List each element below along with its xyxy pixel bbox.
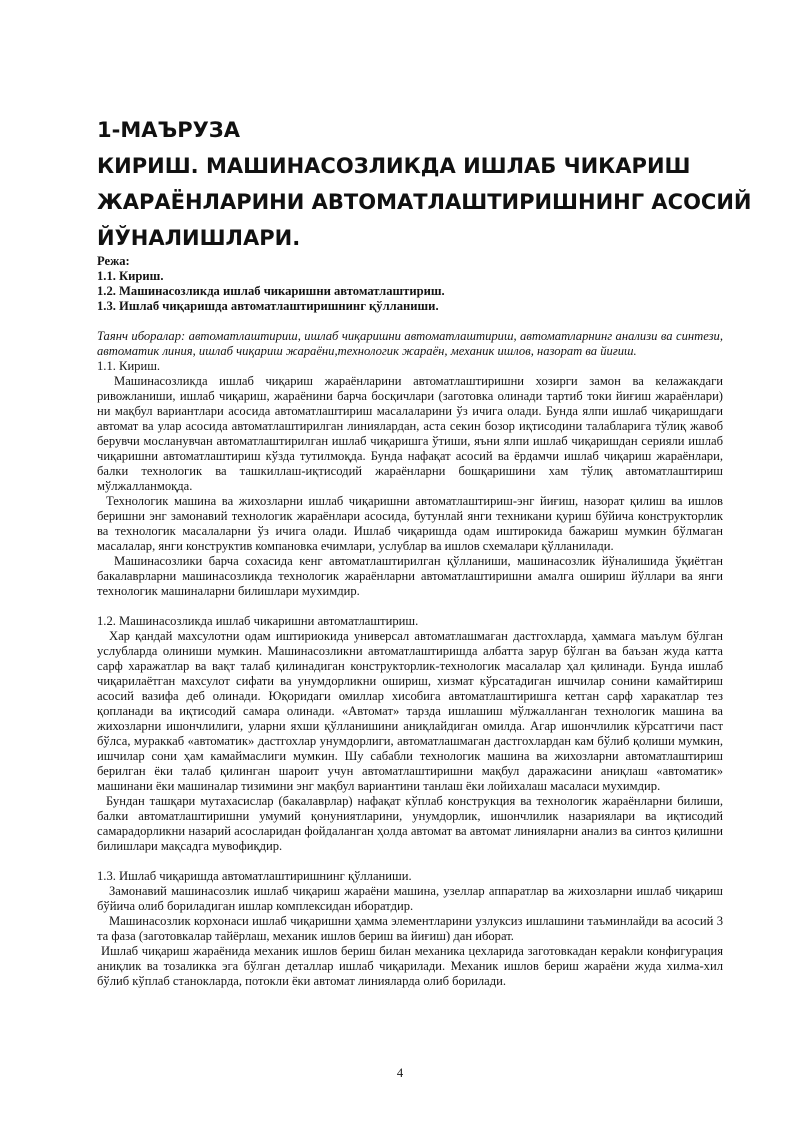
section-2-paragraph: Хар қандай махсулотни одам иштириокида универсал автоматлашмаган дастгохларда, ҳаммага маълум бўлган услубларда олиниши мумкин. Машинасозликни автоматлаштиришда албатта зарур бўлган ва баъзан жуда катта сарф харажатлар ва вақт талаб қилинадиган конструкторлик-технологик масалалар ҳал қилинади. Бунда ишлаб чиқарилаётган махсулот сифати ва унумдорликни ошириш, хизмат кўрсатадиган ишчилар сонини камайтириш асосий вазифа деб олинади. Юқоридаги омиллар хисобига автоматлаштиришга кетган сарф харакатлар тез қопланади ва иқтисодий самара олинади. «Автомат» тарзда ишлашиш мўлжалланган технологик машина ва жихозларни ишончлилиги, уларни яхши қўлланишини аниқлайдиган омилда. Агар ишончлилик кўрсатгичи паст бўлса, мураккаб «автоматик» дастгохлар унумдорлиги, автоматлашмаган дастгохлардан кам бўлиб қолиши мумкин, ишчилар сони ҳам камаймаслиги мумкин. Шу сабабли технологик машина ва жихозларни автоматлаштириш берилган ёки талаб қилинган шароит учун автоматлаштиришни мақбул даражасини аниқлаш «автоматик» машинани ёки машиналар тизимини энг мақбул вариантини танлаш ёки лойихалаш масаласи мухимдир. [97, 629, 723, 793]
section-spacer [97, 599, 723, 614]
lecture-number: 1-МАЪРУЗА [97, 118, 240, 142]
plan-label: Режа: [97, 254, 130, 268]
section-3-paragraph: Замонавий машинасозлик ишлаб чиқариш жараёни машина, узеллар аппаратлар ва жихозларни ишлаб чиқариш бўйича олиб бориладиган ишлар комплексидан иборатдир. [97, 884, 723, 913]
lecture-heading [97, 112, 752, 256]
keywords-paragraph: Таянч иборалар: автоматлаштириш, ишлаб чиқаришни автоматлаштириш, автоматларнинг анализи ва синтези, автоматик линия, ишлаб чиқариш жараёни,технологик жараён, механик ишлов, назорат ва йиғиш. [97, 329, 723, 358]
section-2-paragraph: Бундан ташқари мутахасислар (бакалаврлар) нафақат кўплаб конструкция ва технологик жараёнларни билиши, балки автоматлаштиришни умумий қонуниятларини, унумдорлик, ишончлилик назариялари ва иқтисодий самарадорликни назарий асосларидан фойдаланган ҳолда автомат ва автомат линияларни анализ ва синтоз қилишни билишлари мақсадга мувофиқдир. [97, 794, 723, 853]
plan-item-3: 1.3. Ишлаб чиқаришда автоматлаштиришнинг қўлланиши. [97, 299, 439, 313]
lecture-title-line-2: ЖАРАЁНЛАРИНИ АВТОМАТЛАШТИРИШНИНГ АСОСИЙ [97, 190, 752, 214]
section-1-paragraph: Машинасозликда ишлаб чиқариш жараёнларини автоматлаштиришни хозирги замон ва келажакдаги ривожланиши, ишлаб чиқариш, жараёнини барча босқичлари (заготовка олинади тартиб токи йиғиш жараёнлари) ни мақбул вариантлари асосида автоматлаштириш масалаларини ўз ичига олади. Бунда ялпи ишлаб чиқаришдаги автомат ва улар асосида автоматлаштирилган линиялардан, аста секин бозор иқтисодини талабларига тўлиқ жавоб берувчи мосланувчан автоматлаштирилган ишлаб чиқаришга ўтиши, яъни ялпи ишлаб чиқаришдан серияли ишлаб чиқаришни автоматлаштириш кўзда тутилмоқда. Бунда нафақат асосий ва ёрдамчи ишлаб чиқариш жараёнлари, балки технологик ва ташкиллаш-иқтисодий жараёнларни бошқаришини хам тўлиқ автоматлаштириш мўлжалланмоқда. [97, 374, 723, 493]
page-number: 4 [396, 1066, 404, 1080]
section-3-paragraph: Машинасозлик корхонаси ишлаб чиқаришни ҳамма элементларини узлуксиз ишлашини таъминлайди ва асосий 3 та фаза (заготовкалар тайёрлаш, механик ишлов бериш ва йиғиш) дан иборат. [97, 914, 723, 943]
lecture-plan [97, 254, 723, 314]
lecture-title-line-3: ЙЎНАЛИШЛАРИ. [97, 226, 301, 250]
section-3-title: 1.3. Ишлаб чиқаришда автоматлаштиришнинг қўлланиши. [97, 869, 412, 883]
section-1-paragraph: Технологик машина ва жихозларни ишлаб чиқаришни автоматлаштириш-энг йиғиш, назорат қилиш ва ишлов беришни энг замонавий технологик жараёнлари асосида, бутунлай янги техникани қуриш бўйича конструкторлик ва технологик масалаларни ўз ичига олади. Ишлаб чиқаришда одам иштирокида бажариш мумкин бўлмаган масалалар, янги конструктив компановка ечимлари, услублар ва ишлов схемалари қўлланилади. [97, 494, 723, 553]
section-2-title: 1.2. Машинасозликда ишлаб чикаришни автоматлаштириш. [97, 614, 419, 628]
plan-item-2: 1.2. Машинасозликда ишлаб чикаришни автоматлаштириш. [97, 284, 445, 298]
document-body [97, 254, 723, 989]
section-1-paragraph: Машинасозлики барча сохасида кенг автоматлаштирилган қўлланиши, машинасозлик йўналишида ўқиётган бакалаврларни машинасозликда технологик жараёнларни автоматлаштиришни амалга ошириш йўллари ва янги технологик машиналарни билишлари мухимдир. [97, 554, 723, 598]
lecture-title-line-1: КИРИШ. МАШИНАСОЗЛИКДА ИШЛАБ ЧИКАРИШ [97, 154, 691, 178]
section-3-paragraph: Ишлаб чиқариш жараёнида механик ишлов бериш билан механика цехларида заготовкадан кераkли конфигурация аниқлик ва тозаликка эга бўлган деталлар ишлаб чиқарилади. Механик ишлов бериш жараёни жуда хилма-хил бўлиб кўплаб станокларда, потокли ёки автомат линияларда олиб борилади. [97, 944, 723, 988]
section-1-title: 1.1. Кириш. [97, 359, 161, 373]
section-spacer [97, 854, 723, 869]
plan-item-1: 1.1. Кириш. [97, 269, 164, 283]
